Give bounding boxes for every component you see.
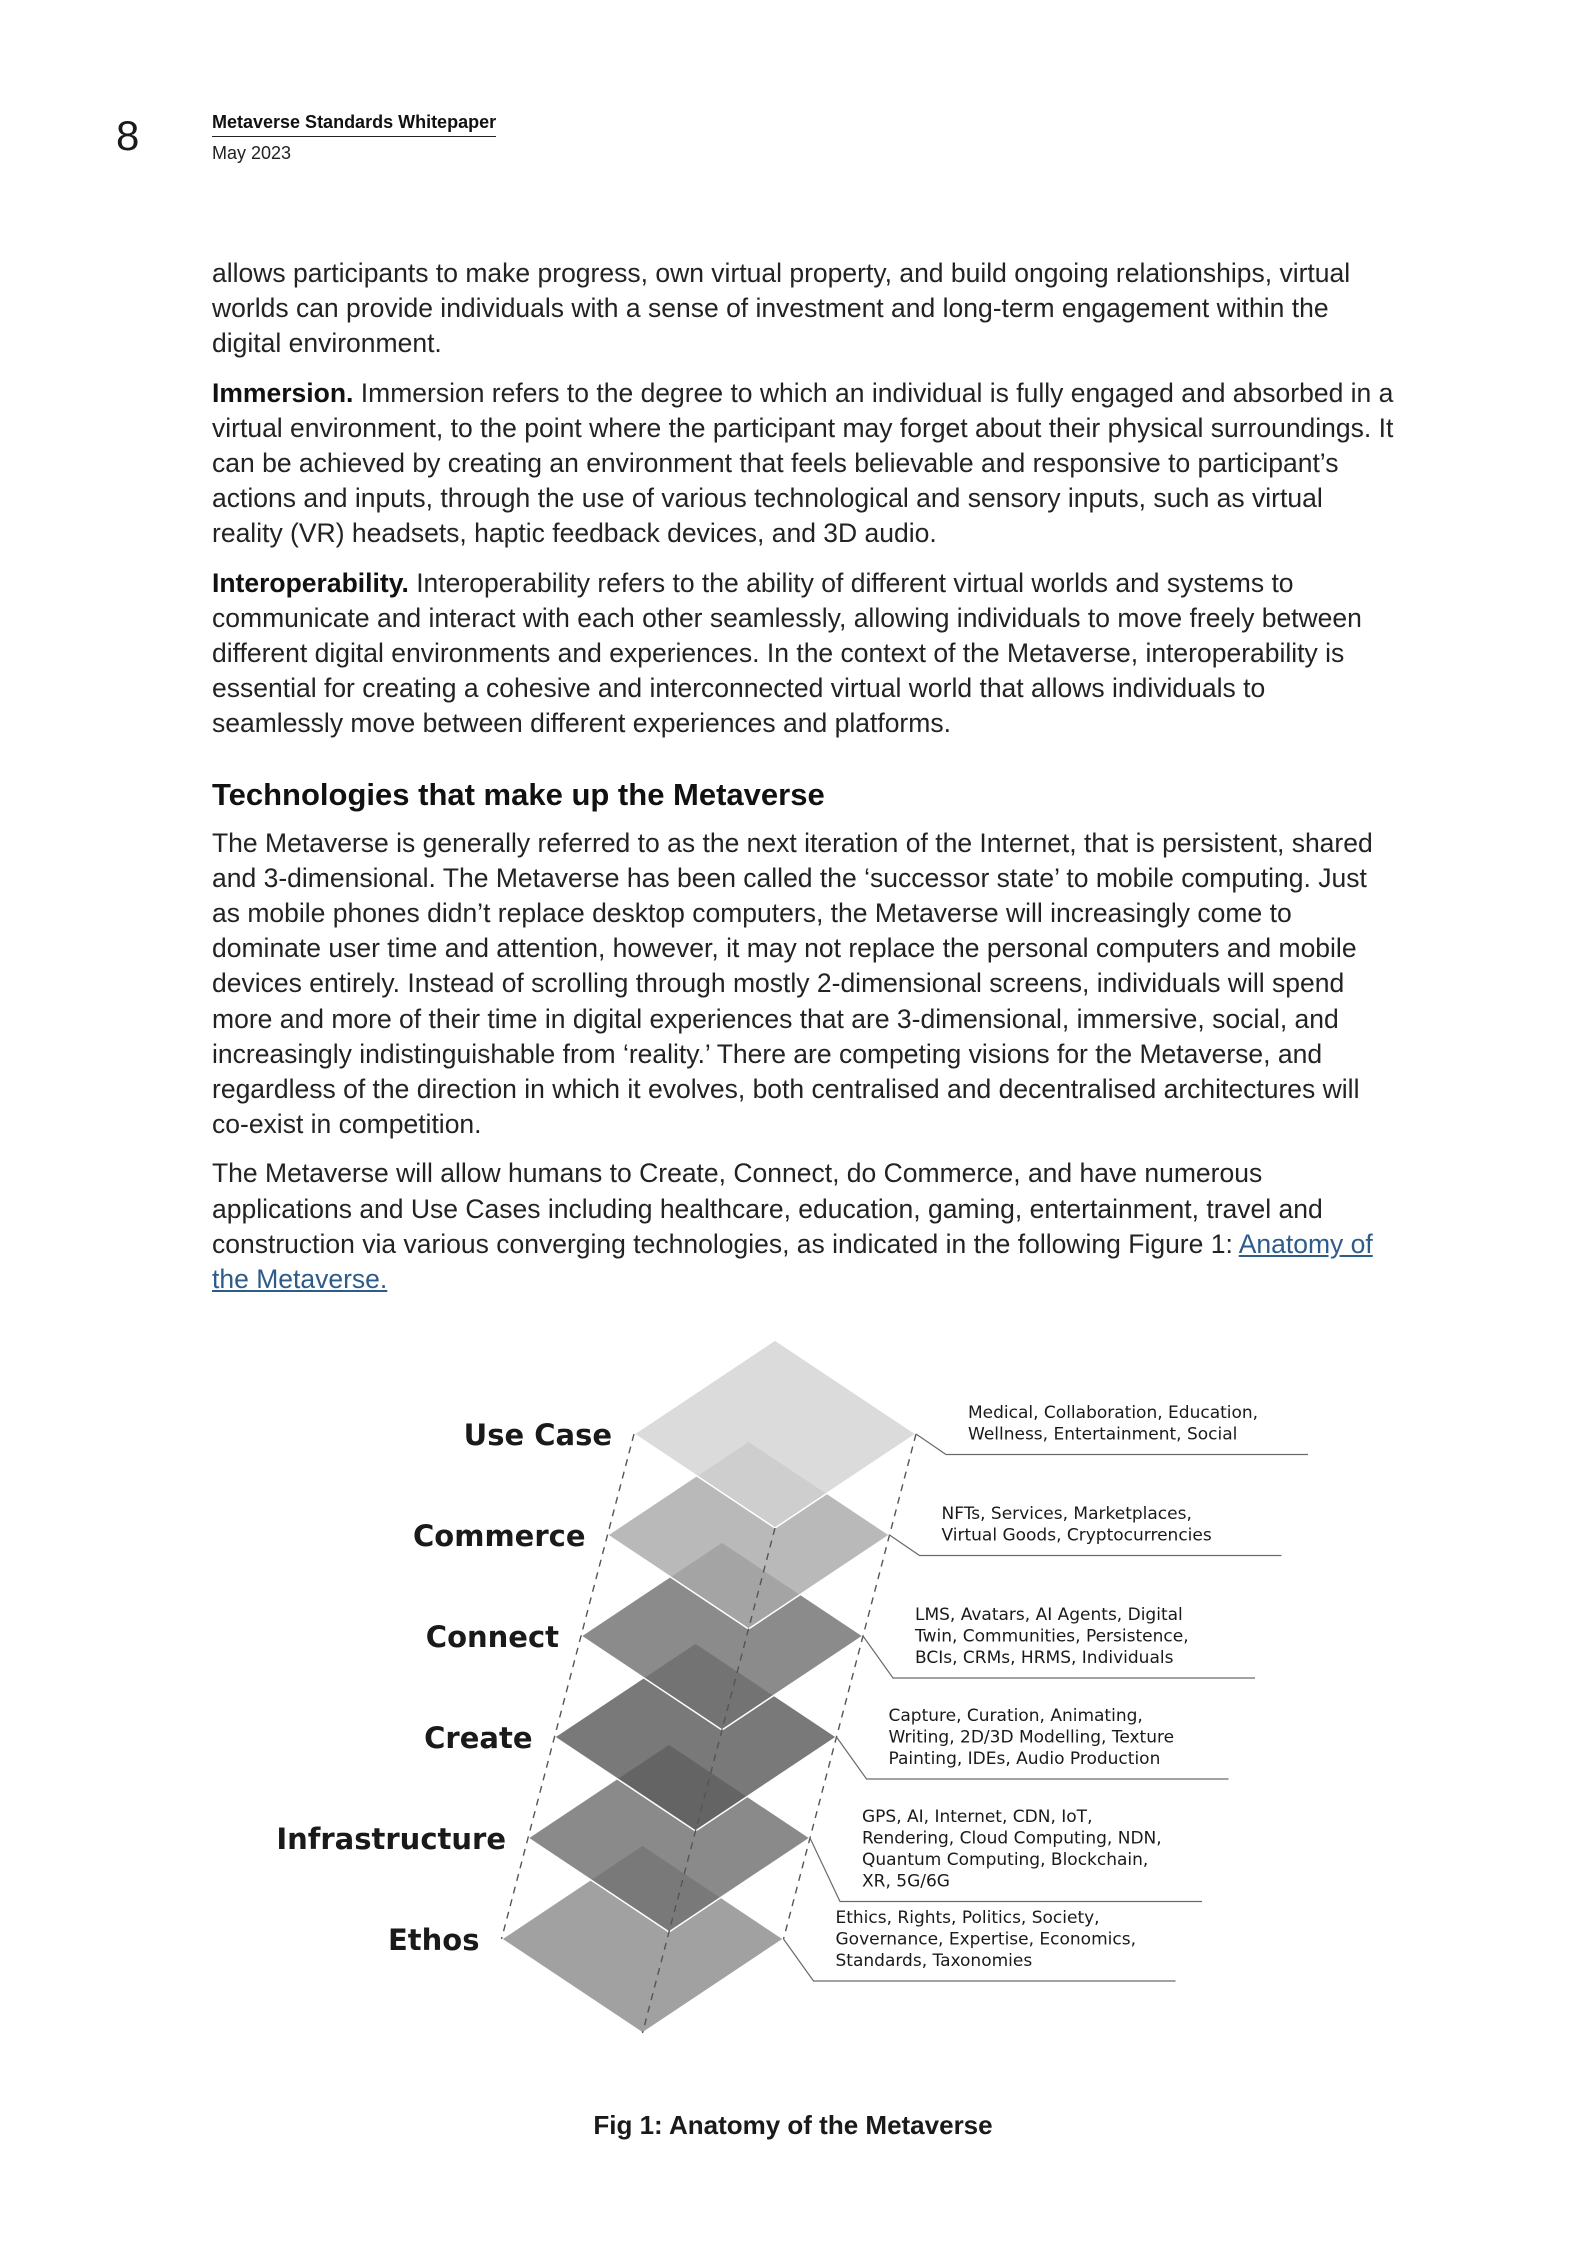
anatomy-figure <box>270 1340 1330 2060</box>
layer-description-0-1: Wellness, Entertainment, Social <box>968 1424 1238 1445</box>
layer-label-4: Infrastructure <box>276 1822 506 1856</box>
interoperability-term: Interoperability. <box>212 567 409 598</box>
layer-description-5-2: Standards, Taxonomies <box>835 1951 1033 1971</box>
layer-description-3-0: Capture, Curation, Animating, <box>888 1706 1143 1726</box>
layer-description-4-0: GPS, AI, Internet, CDN, IoT, <box>862 1807 1093 1827</box>
immersion-term: Immersion. <box>212 377 354 408</box>
document-date: May 2023 <box>212 143 292 163</box>
layer-label-2: Connect <box>425 1620 559 1654</box>
figure-caption: Fig 1: Anatomy of the Metaverse <box>593 2110 993 2140</box>
document-header <box>212 110 496 165</box>
layer-description-5-1: Governance, Expertise, Economics, <box>835 1929 1136 1950</box>
layer-description-1-0: NFTs, Services, Marketplaces, <box>941 1504 1192 1524</box>
layer-description-5-0: Ethics, Rights, Politics, Society, <box>835 1908 1100 1928</box>
layer-label-1: Commerce <box>413 1519 586 1553</box>
layer-description-4-1: Rendering, Cloud Computing, NDN, <box>862 1828 1162 1849</box>
layer-description-2-0: LMS, Avatars, AI Agents, Digital <box>915 1605 1183 1625</box>
anatomy-diagram <box>270 1340 1330 2060</box>
layer-label-3: Create <box>424 1721 533 1755</box>
immersion-text: Immersion refers to the degree to which an individual is fully engaged and absorbed in a virtual environment, to the point where the participant may forget about their physical surroundings. It can be achieved by creating an environment that feels believable and responsive to participant’s actions and inputs, through the use of various technological and sensory inputs, such as virtual reality (VR) headsets, haptic feedback devices, and 3D audio. <box>212 377 1394 549</box>
interoperability-paragraph <box>212 566 1397 742</box>
layer-description-3-1: Writing, 2D/3D Modelling, Texture <box>888 1727 1175 1748</box>
layer-description-4-2: Quantum Computing, Blockchain, <box>862 1850 1149 1870</box>
layer-description-3-2: Painting, IDEs, Audio Production <box>888 1749 1161 1769</box>
intro-paragraph: allows participants to make progress, own virtual property, and build ongoing relationships, virtual worlds can provide individuals with a sense of investment and long-term engagement within the digital environment. <box>212 258 1351 359</box>
layer-label-0: Use Case <box>463 1418 612 1452</box>
layer-description-4-3: XR, 5G/6G <box>862 1871 950 1892</box>
layer-description-1-1: Virtual Goods, Cryptocurrencies <box>941 1525 1212 1546</box>
anatomy-figure-link[interactable]: Anatomy of the Metaverse. <box>212 1228 1373 1295</box>
main-content <box>212 256 1397 1311</box>
figure-reference-text: The Metaverse will allow humans to Create, Connect, do Commerce, and have numerous applications and Use Cases including healthcare, education, gaming, entertainment, travel and construction via various converging technologies, as indicated in the following Figure 1: <box>212 1158 1323 1259</box>
layer-description-2-1: Twin, Communities, Persistence, <box>915 1626 1189 1647</box>
immersion-paragraph <box>212 376 1397 552</box>
layer-description-2-2: BCIs, CRMs, HRMS, Individuals <box>915 1648 1174 1668</box>
interoperability-text: Interoperability refers to the ability of different virtual worlds and systems to communicate and interact with each other seamlessly, allowing individuals to move freely between different digital environments and experiences. In the context of the Metaverse, interoperability is essential for creating a cohesive and interconnected virtual world that allows individuals to seamlessly move between different experiences and platforms. <box>212 567 1362 739</box>
metaverse-paragraph: The Metaverse is generally referred to as the next iteration of the Internet, that is persistent, shared and 3-dimensional. The Metaverse has been called the ‘successor state’ to mobile computing. Just as mobile phones didn’t replace desktop computers, the Metaverse will increasingly come to dominate user time and attention, however, it may not replace the personal computers and mobile devices entirely. Instead of scrolling through mostly 2-dimensional screens, individuals will spend more and more of their time in digital experiences that are 3-dimensional, immersive, social, and increasingly indistinguishable from ‘reality.’ There are competing visions for the Metaverse, and regardless of the direction in which it evolves, both centralised and decentralised architectures will co-exist in competition. <box>212 827 1373 1140</box>
document-title: Metaverse Standards Whitepaper <box>212 110 496 137</box>
layer-label-5: Ethos <box>387 1923 480 1957</box>
section-heading: Technologies that make up the Metaverse <box>212 776 825 812</box>
page-number: 8 <box>116 112 140 159</box>
layer-description-0-0: Medical, Collaboration, Education, <box>968 1403 1259 1423</box>
figure-reference-paragraph <box>212 1156 1397 1297</box>
